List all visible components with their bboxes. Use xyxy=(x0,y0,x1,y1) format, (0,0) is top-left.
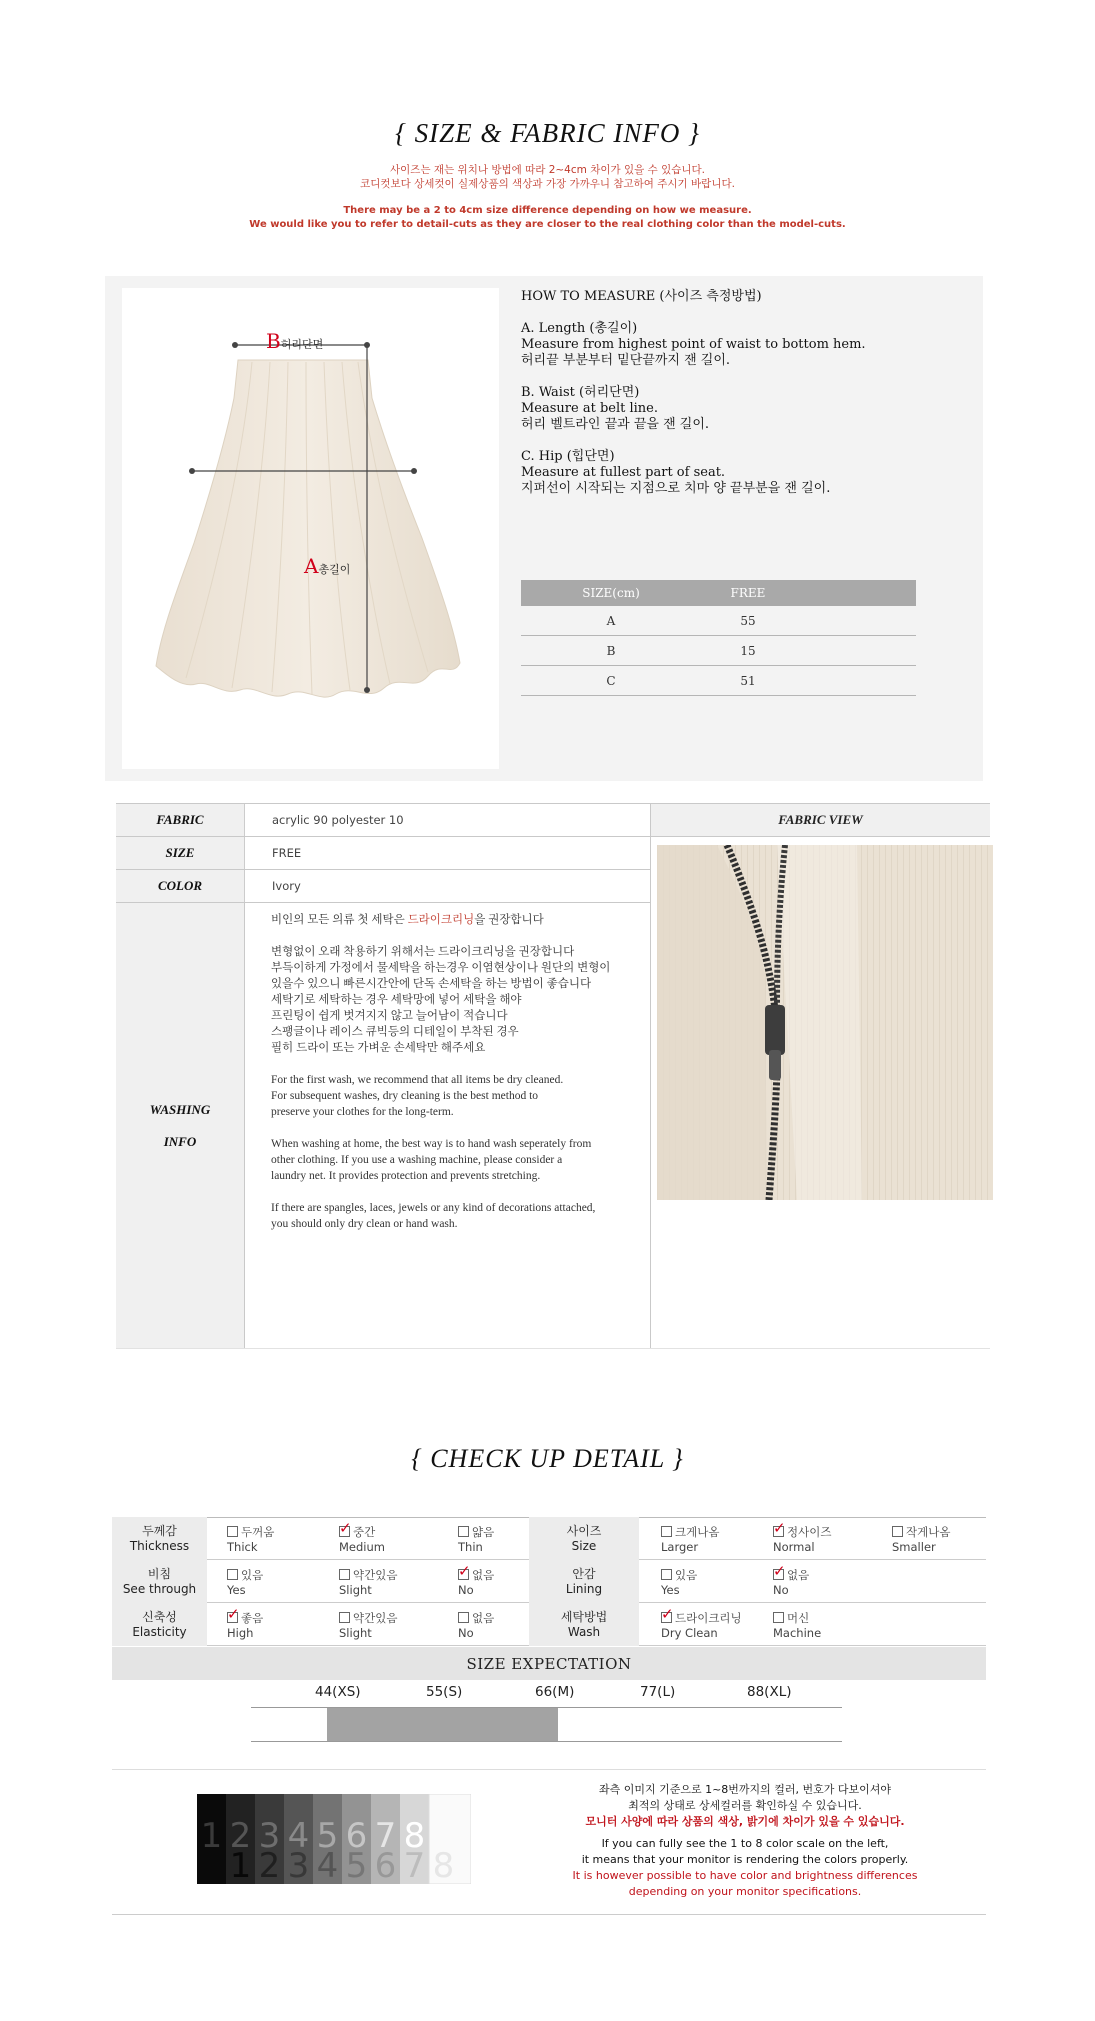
checkup-row-elasticity xyxy=(112,1603,986,1646)
option-ko: 없음 xyxy=(472,1611,495,1625)
wash-en-3 xyxy=(271,1200,646,1232)
wash-en-line: If there are spangles, laces, jewels or any kind of decorations attached, xyxy=(271,1202,596,1214)
skirt-illustration xyxy=(122,288,499,769)
option-ko: 있음 xyxy=(675,1568,698,1582)
option-ko: 없음 xyxy=(472,1568,495,1582)
divider xyxy=(651,836,990,837)
size-label: SIZE xyxy=(116,837,244,869)
option-ko: 좋음 xyxy=(241,1611,264,1625)
checkbox[interactable] xyxy=(661,1526,672,1537)
checkbox[interactable] xyxy=(339,1612,350,1623)
wash-ko-intro xyxy=(271,912,646,928)
option-en: No xyxy=(773,1583,789,1597)
measure-length-ko: 허리끝 부분부터 밑단끝까지 잰 길이. xyxy=(521,353,731,368)
size-cell: 51 xyxy=(740,673,756,688)
wash-en-1 xyxy=(271,1072,646,1120)
calibration-number: 5 xyxy=(316,1816,339,1856)
option-high[interactable] xyxy=(227,1611,263,1641)
measure-waist-title: B. Waist (허리단면) xyxy=(521,385,640,400)
size-expectation-range-bar xyxy=(327,1708,558,1741)
divider xyxy=(244,903,245,1348)
option-en: No xyxy=(458,1583,474,1597)
size-row xyxy=(521,606,916,636)
size-table-header xyxy=(521,580,916,606)
wash-ko-line: 필히 드라이 또는 가벼운 손세탁만 해주세요 xyxy=(271,1042,486,1054)
option-larger[interactable] xyxy=(661,1525,719,1555)
size-table xyxy=(521,580,916,696)
option-ko: 작게나옴 xyxy=(906,1525,951,1539)
option-ko: 얇음 xyxy=(472,1525,495,1539)
calibration-number: 6 xyxy=(345,1816,368,1856)
size-note-en-2: We would like you to refer to detail-cuts as they are closer to the real clothing color than the model-cuts. xyxy=(249,219,846,230)
size-scale-bottom-line xyxy=(251,1741,842,1742)
wash-en-line: When washing at home, the best way is to hand wash seperately from xyxy=(271,1138,592,1150)
calibration-number: 4 xyxy=(316,1846,339,1886)
washing-instructions xyxy=(271,912,646,1248)
length-label xyxy=(304,554,350,578)
option-en: High xyxy=(227,1626,254,1640)
wash-label xyxy=(529,1603,639,1646)
waist-label-text: 허리단면 xyxy=(280,338,324,351)
wash-ko-line: 세탁기로 세탁하는 경우 세탁망에 넣어 세탁을 해야 xyxy=(271,994,522,1006)
option-en: Machine xyxy=(773,1626,822,1640)
option-en: Slight xyxy=(339,1583,372,1597)
wash-en-line: preserve your clothes for the long-term. xyxy=(271,1106,454,1118)
fabric-view-photo xyxy=(657,845,993,1200)
calibration-note-en-red-1: It is however possible to have color and brightness differences xyxy=(572,1869,918,1882)
size-cell: 55 xyxy=(740,613,756,628)
washing-label-line: INFO xyxy=(163,1133,197,1149)
option-normal[interactable] xyxy=(773,1525,831,1555)
option-ko: 약간있음 xyxy=(353,1611,398,1625)
wash-ko-body xyxy=(271,944,646,1056)
size-label-m: 66(M) xyxy=(535,1684,575,1700)
thickness-label-en: Thickness xyxy=(129,1538,190,1553)
size-fit-label xyxy=(529,1517,639,1560)
lining-label xyxy=(529,1560,639,1603)
option-en: Smaller xyxy=(892,1540,936,1554)
gray-scale-calibration xyxy=(197,1794,471,1884)
wash-ko-line: 프린팅이 쉽게 벗겨지지 않고 늘어남이 적습니다 xyxy=(271,1010,508,1022)
size-cell: A xyxy=(606,613,616,628)
option-slight[interactable] xyxy=(339,1611,397,1641)
lining-label-ko: 안감 xyxy=(572,1566,596,1581)
wash-label-ko: 세탁방법 xyxy=(560,1609,608,1624)
waist-label xyxy=(266,329,323,353)
calibration-numbers-bottom xyxy=(226,1846,500,1886)
option-en: Larger xyxy=(661,1540,699,1554)
size-note-en-1: There may be a 2 to 4cm size difference depending on how we measure. xyxy=(343,205,752,216)
measure-hip-en: Measure at fullest part of seat. xyxy=(521,465,726,480)
option-en: No xyxy=(458,1626,474,1640)
option-ko: 머신 xyxy=(787,1611,810,1625)
option-en: Normal xyxy=(773,1540,815,1554)
size-header-cell: SIZE(cm) xyxy=(582,586,640,600)
divider xyxy=(116,1348,990,1349)
fabric-label: FABRIC xyxy=(116,804,244,836)
color-label: COLOR xyxy=(116,870,244,902)
wash-ko-intro-post: 을 권장합니다 xyxy=(474,914,544,926)
wash-en-2 xyxy=(271,1136,646,1184)
option-ko: 약간있음 xyxy=(353,1568,398,1582)
thickness-label-ko: 두께감 xyxy=(142,1523,177,1538)
option-smaller[interactable] xyxy=(892,1525,950,1555)
option-en: Thick xyxy=(227,1540,258,1554)
waist-letter: B xyxy=(266,329,281,353)
length-letter: A xyxy=(304,554,319,578)
skirt-diagram xyxy=(122,288,499,769)
size-cell: C xyxy=(606,673,616,688)
color-value: Ivory xyxy=(244,870,650,902)
washing-label-line: WASHING xyxy=(149,1101,211,1117)
option-en: Yes xyxy=(227,1583,246,1597)
option-en: Thin xyxy=(458,1540,483,1554)
calibration-note-ko-red: 모니터 사양에 따라 상품의 색상, 밝기에 차이가 있을 수 있습니다. xyxy=(585,1815,905,1828)
option-no[interactable] xyxy=(458,1568,494,1598)
size-header-cell: FREE xyxy=(730,586,766,600)
calibration-note-ko-2: 최적의 상태로 상세컬러를 확인하실 수 있습니다. xyxy=(628,1799,862,1812)
checkup-title: { CHECK UP DETAIL } xyxy=(411,1444,684,1473)
checkbox[interactable] xyxy=(458,1526,469,1537)
checkbox[interactable] xyxy=(227,1569,238,1580)
divider xyxy=(112,1769,986,1770)
option-thin[interactable] xyxy=(458,1525,494,1555)
measure-length-title: A. Length (총길이) xyxy=(521,321,638,336)
option-en: Slight xyxy=(339,1626,372,1640)
measure-length-en: Measure from highest point of waist to bottom hem. xyxy=(521,337,866,352)
checkup-row-thickness xyxy=(112,1517,986,1560)
option-ko: 크게나옴 xyxy=(675,1525,720,1539)
wash-en-line: For subsequent washes, dry cleaning is the best method to xyxy=(271,1090,539,1102)
size-label-s: 55(S) xyxy=(426,1684,463,1700)
see-through-label xyxy=(112,1560,207,1603)
size-fit-label-ko: 사이즈 xyxy=(566,1523,602,1538)
size-label-xl: 88(XL) xyxy=(747,1684,792,1700)
option-thick[interactable] xyxy=(227,1525,274,1555)
checkbox[interactable] xyxy=(661,1612,672,1623)
option-ko: 드라이크리닝 xyxy=(675,1611,742,1625)
see-through-label-en: See through xyxy=(122,1581,197,1596)
checkbox[interactable] xyxy=(339,1569,350,1580)
option-ko: 없음 xyxy=(787,1568,810,1582)
size-label-xs: 44(XS) xyxy=(315,1684,361,1700)
fabric-view-label: FABRIC VIEW xyxy=(651,804,990,836)
option-lining-yes[interactable] xyxy=(661,1568,697,1598)
size-expectation-title: SIZE EXPECTATION xyxy=(112,1647,986,1680)
checkbox[interactable] xyxy=(339,1526,350,1537)
size-fit-label-en: Size xyxy=(571,1538,597,1553)
checkbox[interactable] xyxy=(773,1526,784,1537)
calibration-note-en-1: If you can fully see the 1 to 8 color scale on the left, xyxy=(601,1837,889,1850)
calibration-note-en-2: it means that your monitor is rendering the colors properly. xyxy=(581,1853,909,1866)
option-dry-clean[interactable] xyxy=(661,1611,742,1641)
checkbox[interactable] xyxy=(227,1612,238,1623)
how-to-title: HOW TO MEASURE (사이즈 측정방법) xyxy=(521,289,762,304)
option-slight[interactable] xyxy=(339,1568,397,1598)
wash-ko-intro-red: 드라이크리닝 xyxy=(407,914,475,926)
checkup-row-see-through xyxy=(112,1560,986,1603)
washing-info-label xyxy=(116,903,244,1348)
measure-waist xyxy=(521,385,951,433)
calibration-number: 6 xyxy=(374,1846,397,1886)
size-note-ko-1: 사이즈는 재는 위치나 방법에 따라 2~4cm 차이가 있을 수 있습니다. xyxy=(390,164,705,176)
calibration-number: 2 xyxy=(229,1816,252,1856)
wash-ko-line: 스팽글이나 레이스 큐빅등의 디테일이 부착된 경우 xyxy=(271,1026,519,1038)
page-title: { SIZE & FABRIC INFO } xyxy=(395,118,700,148)
checkbox[interactable] xyxy=(773,1569,784,1580)
wash-label-en: Wash xyxy=(567,1624,601,1639)
wash-en-line: you should only dry clean or hand wash. xyxy=(271,1218,458,1230)
lining-label-en: Lining xyxy=(565,1581,603,1596)
size-row xyxy=(521,636,916,666)
measure-hip-ko: 지퍼선이 시작되는 지점으로 치마 양 끝부분을 잰 길이. xyxy=(521,481,831,496)
fabric-knit-image xyxy=(657,845,993,1200)
see-through-label-ko: 비침 xyxy=(147,1566,172,1581)
calibration-number: 1 xyxy=(200,1816,223,1856)
length-label-text: 총길이 xyxy=(318,563,351,576)
checkbox[interactable] xyxy=(458,1612,469,1623)
measure-hip-title: C. Hip (힙단면) xyxy=(521,449,615,464)
fabric-value: acrylic 90 polyester 10 xyxy=(244,804,650,836)
calibration-number: 4 xyxy=(287,1816,310,1856)
wash-en-line: other clothing. If you use a washing machine, please consider a xyxy=(271,1154,563,1166)
wash-ko-intro-pre: 비인의 모든 의류 첫 세탁은 xyxy=(271,914,408,926)
option-medium[interactable] xyxy=(339,1525,385,1555)
wash-ko-line: 있을수 있으니 빠른시간안에 단독 손세탁을 하는 방법이 좋습니다 xyxy=(271,978,592,990)
size-cell: 15 xyxy=(740,643,756,658)
option-ko: 있음 xyxy=(241,1568,264,1582)
size-value: FREE xyxy=(244,837,650,869)
option-en: Medium xyxy=(339,1540,385,1554)
wash-ko-line: 부득이하게 가정에서 물세탁을 하는경우 이염현상이나 원단의 변형이 xyxy=(271,962,611,974)
divider xyxy=(650,804,651,1348)
divider xyxy=(112,1914,986,1915)
wash-en-line: For the first wash, we recommend that all items be dry cleaned. xyxy=(271,1074,564,1086)
calibration-number: 3 xyxy=(287,1846,310,1886)
calibration-number: 5 xyxy=(345,1846,368,1886)
option-ko: 두꺼움 xyxy=(241,1525,275,1539)
thickness-label xyxy=(112,1517,207,1560)
size-note-ko-2: 코디컷보다 상세컷이 실제상품의 색상과 가장 가까우니 참고하여 주시기 바랍니다. xyxy=(360,178,735,190)
option-ko: 정사이즈 xyxy=(787,1525,832,1539)
calibration-number: 1 xyxy=(229,1846,252,1886)
calibration-number: 8 xyxy=(403,1816,426,1856)
checkbox[interactable] xyxy=(661,1569,672,1580)
checkbox[interactable] xyxy=(458,1569,469,1580)
calibration-number: 7 xyxy=(374,1816,397,1856)
elasticity-label-en: Elasticity xyxy=(132,1624,187,1639)
calibration-number: 2 xyxy=(258,1846,281,1886)
calibration-number: 7 xyxy=(403,1846,426,1886)
option-ko: 중간 xyxy=(353,1525,376,1539)
measure-waist-ko: 허리 벨트라인 끝과 끝을 잰 길이. xyxy=(521,417,710,432)
option-no[interactable] xyxy=(458,1611,494,1641)
checkbox[interactable] xyxy=(227,1526,238,1537)
how-to-measure xyxy=(521,289,951,513)
calibration-note-ko-1: 좌측 이미지 기준으로 1~8번까지의 컬러, 번호가 다보이셔야 xyxy=(598,1783,892,1796)
size-cell: B xyxy=(606,643,616,658)
measure-length xyxy=(521,321,951,369)
option-lining-no[interactable] xyxy=(773,1568,809,1598)
option-yes[interactable] xyxy=(227,1568,263,1598)
measure-hip xyxy=(521,449,951,497)
wash-ko-line: 변형없이 오래 착용하기 위해서는 드라이크리닝을 권장합니다 xyxy=(271,946,575,958)
measure-waist-en: Measure at belt line. xyxy=(521,401,658,416)
option-en: Yes xyxy=(661,1583,680,1597)
elasticity-label xyxy=(112,1603,207,1646)
checkbox[interactable] xyxy=(773,1612,784,1623)
checkbox[interactable] xyxy=(892,1526,903,1537)
calibration-note-en-red-2: depending on your monitor specifications. xyxy=(628,1885,862,1898)
option-machine[interactable] xyxy=(773,1611,821,1641)
elasticity-label-ko: 신축성 xyxy=(142,1609,177,1624)
size-row xyxy=(521,666,916,696)
size-label-l: 77(L) xyxy=(640,1684,676,1700)
calibration-number: 8 xyxy=(432,1846,455,1886)
option-en: Dry Clean xyxy=(661,1626,718,1640)
calibration-number: 3 xyxy=(258,1816,281,1856)
wash-en-line: laundry net. It provides protection and prevents stretching. xyxy=(271,1170,541,1182)
